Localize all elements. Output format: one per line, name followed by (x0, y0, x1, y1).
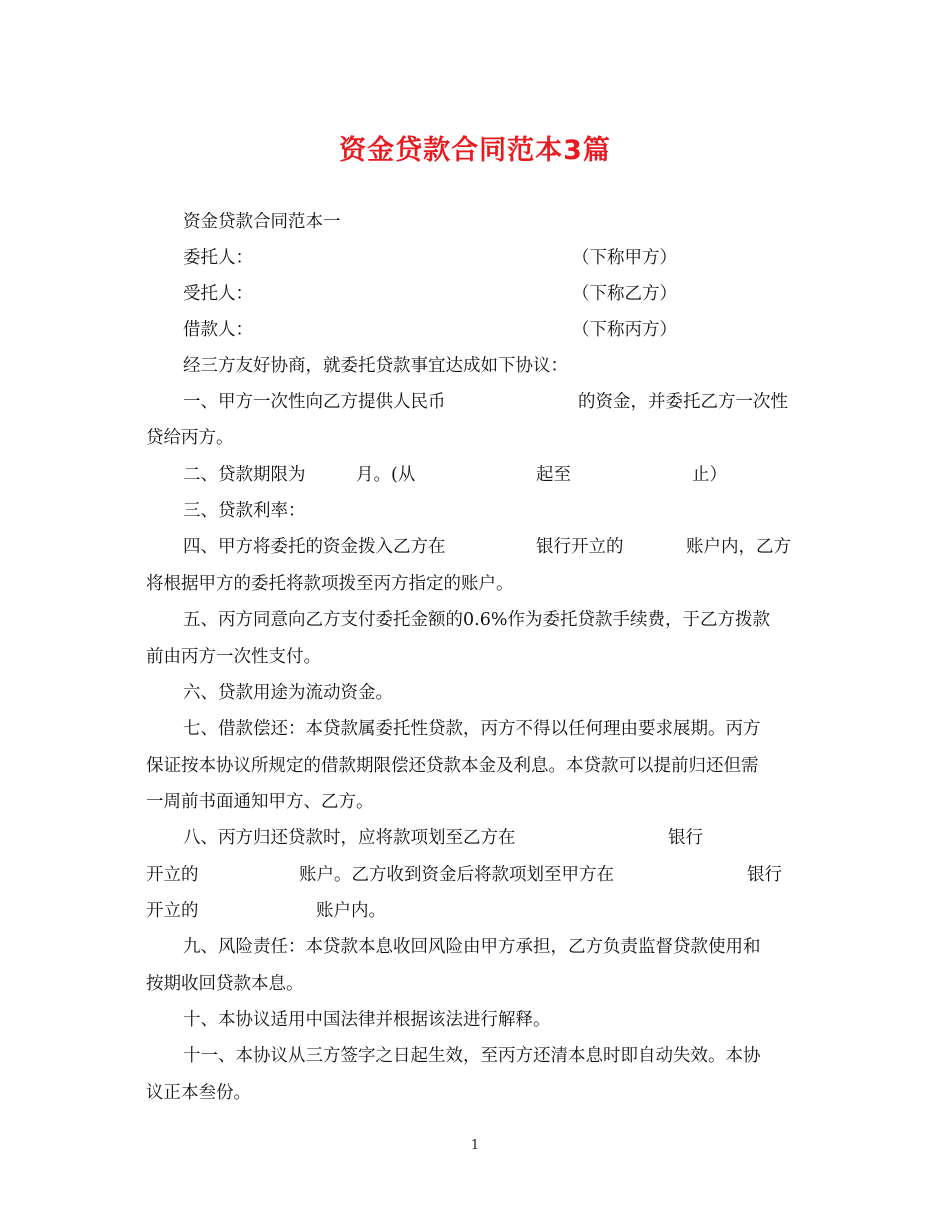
clause8-part-b: 银行 (668, 828, 703, 848)
clause2-part-b: 月。(从 (356, 465, 416, 485)
clause6: 六、贷款用途为流动资金。 (183, 683, 393, 703)
clause3: 三、贷款利率： (183, 501, 306, 521)
clause1-part-b: 的资金，并委托乙方一次性 (578, 392, 788, 412)
document-title: 资金贷款合同范本3篇 (339, 135, 611, 166)
intro-paragraph: 经三方友好协商，就委托贷款事宜达成如下协议： (183, 356, 568, 376)
party-label-borrower: 借款人： (183, 320, 253, 340)
party-note-borrower: （下称丙方） (572, 320, 677, 340)
party-note-trustee: （下称乙方） (572, 284, 677, 304)
clause1-part-c: 贷给丙方。 (146, 428, 234, 448)
party-note-entrustor: （下称甲方） (572, 248, 677, 268)
clause8-part-g: 账户内。 (316, 901, 386, 921)
clause8-part-f: 开立的 (146, 901, 199, 921)
clause11-part-b: 议正本叁份。 (146, 1083, 251, 1103)
clause11-part-a: 十一、本协议从三方签字之日起生效，至丙方还清本息时即自动失效。本协 (183, 1046, 761, 1066)
clause10: 十、本协议适用中国法律并根据该法进行解释。 (183, 1010, 551, 1030)
clause2-part-a: 二、贷款期限为 (183, 465, 306, 485)
clause8-part-e: 银行 (747, 865, 782, 885)
page-number: 1 (470, 1138, 480, 1153)
section-subtitle: 资金贷款合同范本一 (183, 212, 341, 232)
clause9-part-a: 九、风险责任：本贷款本息收回风险由甲方承担，乙方负责监督贷款使用和 (183, 937, 761, 957)
clause1-part-a: 一、甲方一次性向乙方提供人民币 (183, 392, 446, 412)
clause4-part-b: 银行开立的 (536, 537, 624, 557)
clause7-part-b: 保证按本协议所规定的借款期限偿还贷款本金及利息。本贷款可以提前归还但需 (146, 756, 759, 776)
party-label-entrustor: 委托人： (183, 248, 253, 268)
party-label-trustee: 受托人： (183, 284, 253, 304)
clause8-part-a: 八、丙方归还贷款时，应将款项划至乙方在 (183, 828, 516, 848)
clause7-part-a: 七、借款偿还：本贷款属委托性贷款，丙方不得以任何理由要求展期。丙方 (183, 719, 761, 739)
clause2-part-d: 止） (692, 465, 727, 485)
clause2-part-c: 起至 (536, 465, 571, 485)
clause4-part-d: 将根据甲方的委托将款项拨至丙方指定的账户。 (146, 574, 514, 594)
clause4-part-a: 四、甲方将委托的资金拨入乙方在 (183, 537, 446, 557)
clause7-part-c: 一周前书面通知甲方、乙方。 (146, 792, 374, 812)
clause5-part-b: 前由丙方一次性支付。 (146, 647, 321, 667)
clause4-part-c: 账户内，乙方 (686, 537, 791, 557)
clause9-part-b: 按期收回贷款本息。 (146, 974, 304, 994)
clause5-part-a: 五、丙方同意向乙方支付委托金额的0.6%作为委托贷款手续费，于乙方拨款 (183, 610, 770, 630)
clause8-part-c: 开立的 (146, 865, 199, 885)
clause8-part-d: 账户。乙方收到资金后将款项划至甲方在 (299, 865, 614, 885)
